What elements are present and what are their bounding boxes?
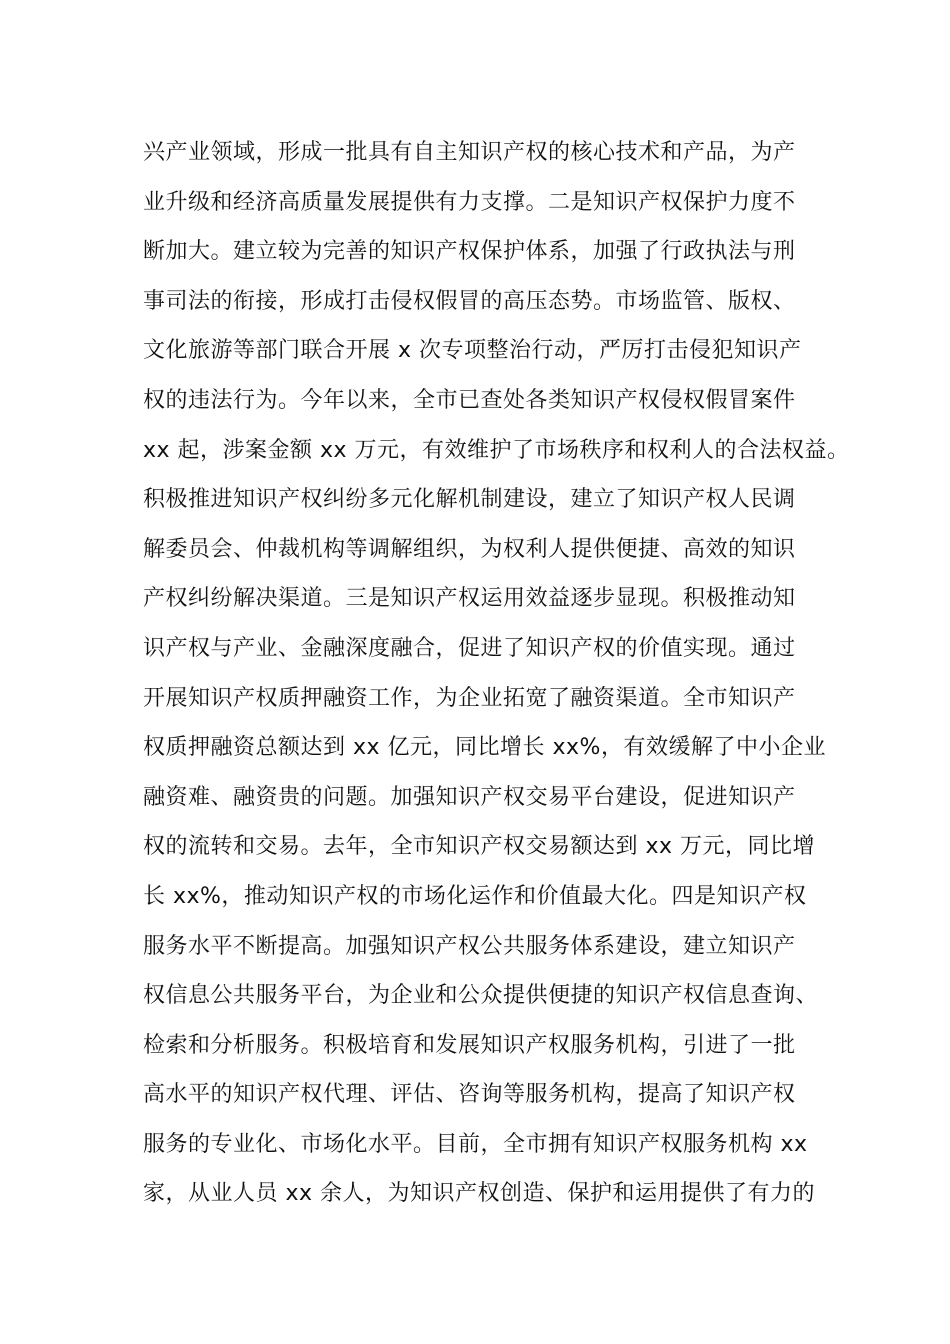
text-line-10: 产权纠纷解决渠道。三是知识产权运用效益逐步显现。积极推动知 xyxy=(143,586,796,612)
body-paragraph xyxy=(143,128,850,1219)
text-line-15: 权的流转和交易。去年，全市知识产权交易额达到 xx 万元，同比增 xyxy=(143,834,816,860)
text-line-18: 权信息公共服务平台，为企业和公众提供便捷的知识产权信息查询、 xyxy=(143,983,819,1009)
text-line-4: 事司法的衔接，形成打击侵权假冒的高压态势。市场监管、版权、 xyxy=(143,288,796,314)
text-line-12: 开展知识产权质押融资工作，为企业拓宽了融资渠道。全市知识产 xyxy=(143,685,796,711)
text-line-22: 家，从业人员 xx 余人，为知识产权创造、保护和运用提供了有力的 xyxy=(143,1181,816,1207)
text-line-16: 长 xx%，推动知识产权的市场化运作和价值最大化。四是知识产权 xyxy=(143,883,807,909)
text-line-14: 融资难、融资贵的问题。加强知识产权交易平台建设，促进知识产 xyxy=(143,784,796,810)
text-line-1: 兴产业领域，形成一批具有自主知识产权的核心技术和产品，为产 xyxy=(143,140,796,165)
text-line-13: 权质押融资总额达到 xx 亿元，同比增长 xx%，有效缓解了中小企业 xyxy=(143,735,826,761)
text-line-6: 权的违法行为。今年以来，全市已查处各类知识产权侵权假冒案件 xyxy=(143,387,796,413)
text-line-7: xx 起，涉案金额 xx 万元，有效维护了市场秩序和权利人的合法权益。 xyxy=(143,437,850,463)
text-line-8: 积极推进知识产权纠纷多元化解机制建设，建立了知识产权人民调 xyxy=(143,487,796,513)
text-line-3: 断加大。建立较为完善的知识产权保护体系，加强了行政执法与刑 xyxy=(143,239,796,265)
text-line-9: 解委员会、仲裁机构等调解组织，为权利人提供便捷、高效的知识 xyxy=(143,536,796,562)
text-line-17: 服务水平不断提高。加强知识产权公共服务体系建设，建立知识产 xyxy=(143,933,796,959)
text-line-2: 业升级和经济高质量发展提供有力支撑。二是知识产权保护力度不 xyxy=(143,189,796,215)
text-line-20: 高水平的知识产权代理、评估、咨询等服务机构，提高了知识产权 xyxy=(143,1082,796,1108)
text-line-21: 服务的专业化、市场化水平。目前，全市拥有知识产权服务机构 xx xyxy=(143,1131,808,1157)
text-line-11: 识产权与产业、金融深度融合，促进了知识产权的价值实现。通过 xyxy=(143,635,796,661)
text-line-5: 文化旅游等部门联合开展 x 次专项整治行动，严厉打击侵犯知识产 xyxy=(143,338,802,364)
text-line-19: 检索和分析服务。积极培育和发展知识产权服务机构，引进了一批 xyxy=(143,1032,796,1058)
